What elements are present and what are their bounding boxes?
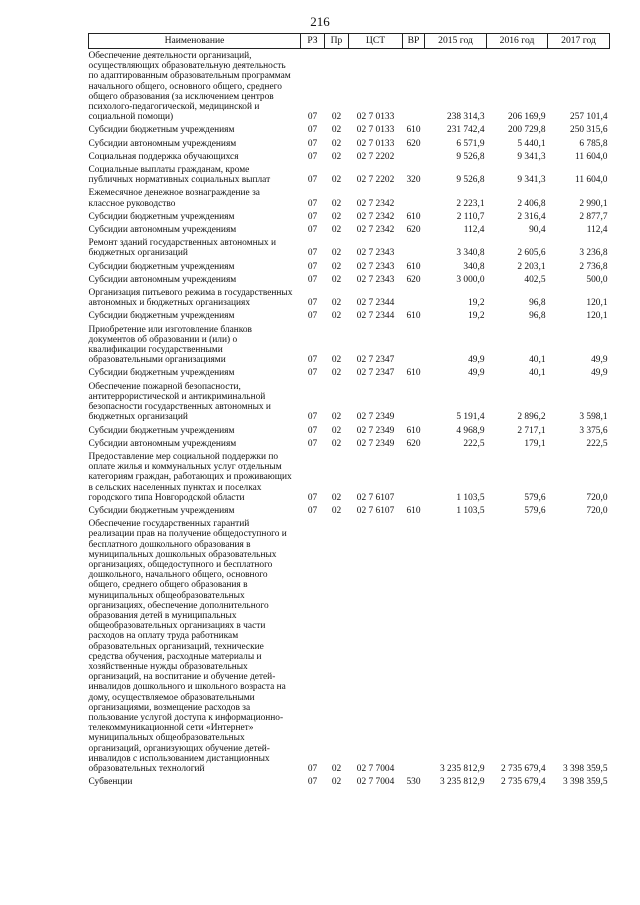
row-rz: 07: [307, 248, 318, 259]
row-2015: 340,8: [463, 261, 485, 272]
row-cst: 02 7 2343: [356, 274, 395, 285]
row-rz: 07: [307, 764, 318, 774]
row-vr: [403, 285, 425, 308]
row-2015: 6 571,9: [456, 138, 485, 149]
row-2016: 402,5: [524, 274, 546, 285]
row-vr: 610: [406, 425, 421, 436]
row-cst: 02 7 7004: [356, 764, 395, 774]
row-2015: 3 235 812,9: [439, 764, 485, 774]
row-2017: 3 236,8: [579, 248, 608, 259]
row-cst: 02 7 2202: [356, 151, 395, 162]
row-2017: 49,9: [591, 355, 608, 366]
row-rz: 07: [307, 777, 318, 788]
row-rz: 07: [307, 138, 318, 149]
row-2016: 96,8: [529, 298, 546, 309]
row-rz: 07: [307, 274, 318, 285]
row-name: Субвенции: [88, 777, 133, 788]
table-row: [89, 365, 610, 378]
row-2015: 112,4: [463, 225, 485, 236]
row-rz: 07: [307, 198, 318, 209]
row-2015: 4 968,9: [456, 425, 485, 436]
row-cst: 02 7 2349: [356, 438, 395, 449]
budget-table: [88, 33, 610, 787]
row-pr: 02: [331, 355, 342, 366]
row-pr: 02: [331, 261, 342, 272]
row-vr: [403, 379, 425, 423]
row-pr: 02: [331, 211, 342, 222]
row-cst: 02 7 2342: [356, 211, 395, 222]
row-vr: 610: [406, 311, 421, 322]
row-cst: 02 7 2344: [356, 311, 395, 322]
header-name: Наименование: [89, 34, 301, 49]
row-vr: 610: [406, 125, 421, 136]
row-vr: 610: [406, 368, 421, 379]
row-2015: 5 191,4: [456, 412, 485, 423]
row-name: Субсидии автономным учреждениям: [88, 274, 237, 285]
row-vr: 620: [406, 438, 421, 449]
row-pr: 02: [331, 225, 342, 236]
row-rz: 07: [307, 438, 318, 449]
header-2015: 2015 год: [425, 34, 487, 49]
row-rz: 07: [307, 125, 318, 136]
row-pr: 02: [331, 138, 342, 149]
table-row: [89, 136, 610, 149]
row-2016: 2 735 679,4: [500, 777, 546, 788]
row-cst: 02 7 2342: [356, 225, 395, 236]
row-2015: 3 000,0: [456, 274, 485, 285]
header-2017: 2017 год: [548, 34, 610, 49]
row-2016: 179,1: [524, 438, 546, 449]
table-row: [89, 49, 610, 123]
row-cst: 02 7 6107: [356, 505, 395, 516]
row-pr: 02: [331, 492, 342, 503]
row-name: Ремонт зданий государственных автономных и бюджетных организаций: [88, 238, 276, 259]
row-2015: 49,9: [468, 355, 485, 366]
row-pr: 02: [331, 151, 342, 162]
row-name: Социальные выплаты гражданам, кроме публичных нормативных социальных выплат: [88, 165, 271, 186]
row-vr: 610: [406, 505, 421, 516]
row-2017: 6 785,8: [579, 138, 608, 149]
row-pr: 02: [331, 764, 342, 774]
row-2015: 231 742,4: [447, 125, 485, 136]
row-2016: 579,6: [524, 505, 546, 516]
row-2016: 2 406,8: [517, 198, 546, 209]
row-2017: 3 398 359,5: [562, 777, 608, 788]
row-2017: 3 598,1: [579, 412, 608, 423]
row-name: Субсидии автономным учреждениям: [88, 438, 237, 449]
row-2015: 9 526,8: [456, 175, 485, 186]
row-rz: 07: [307, 112, 318, 123]
row-vr: 620: [406, 138, 421, 149]
row-pr: 02: [331, 438, 342, 449]
row-2016: 206 169,9: [508, 112, 546, 123]
row-pr: 02: [331, 777, 342, 788]
row-name: Социальная поддержка обучающихся: [88, 151, 239, 162]
row-pr: 02: [331, 125, 342, 136]
table-row: [89, 774, 610, 787]
row-2015: 9 526,8: [456, 151, 485, 162]
row-rz: 07: [307, 211, 318, 222]
row-cst: 02 7 2347: [356, 368, 395, 379]
row-vr: [403, 235, 425, 258]
row-2015: 238 314,3: [447, 112, 485, 123]
row-2016: 90,4: [529, 225, 546, 236]
table-row: [89, 235, 610, 258]
row-name: Обеспечение пожарной безопасности, антитеррористической и антикриминальной безопасности государственных автономных и бюджетных организаций: [88, 381, 271, 423]
row-2017: 2 877,7: [579, 211, 608, 222]
row-2015: 2 223,1: [456, 198, 485, 209]
row-name: Субсидии бюджетным учреждениям: [88, 505, 235, 516]
row-pr: 02: [331, 505, 342, 516]
row-cst: 02 7 2344: [356, 298, 395, 309]
row-2015: 1 103,5: [456, 505, 485, 516]
row-2015: 19,2: [468, 311, 485, 322]
row-2017: 120,1: [586, 311, 608, 322]
table-row: [89, 149, 610, 162]
row-name: Субсидии бюджетным учреждениям: [88, 425, 235, 436]
row-rz: 07: [307, 412, 318, 423]
header-pr: Пр: [325, 34, 349, 49]
row-rz: 07: [307, 151, 318, 162]
row-2016: 2 896,2: [517, 412, 546, 423]
row-name: Субсидии бюджетным учреждениям: [88, 261, 235, 272]
row-pr: 02: [331, 112, 342, 123]
table-row: [89, 272, 610, 285]
table-row: [89, 122, 610, 135]
row-rz: 07: [307, 298, 318, 309]
row-pr: 02: [331, 368, 342, 379]
row-vr: 530: [406, 777, 421, 788]
row-2017: 720,0: [586, 492, 608, 503]
row-cst: 02 7 2343: [356, 261, 395, 272]
row-vr: [403, 516, 425, 774]
row-2015: 222,5: [463, 438, 485, 449]
row-name: Субсидии автономным учреждениям: [88, 225, 237, 236]
row-2016: 40,1: [529, 355, 546, 366]
row-2016: 40,1: [529, 368, 546, 379]
row-cst: 02 7 2202: [356, 175, 395, 186]
row-vr: [403, 185, 425, 208]
header-cst: ЦСТ: [349, 34, 403, 49]
row-name: Субсидии автономным учреждениям: [88, 138, 237, 149]
table-row: [89, 516, 610, 774]
header-vr: ВР: [403, 34, 425, 49]
table-row: [89, 379, 610, 423]
row-cst: 02 7 6107: [356, 492, 395, 503]
row-2016: 2 605,6: [517, 248, 546, 259]
row-2016: 9 341,3: [517, 151, 546, 162]
row-vr: 610: [406, 211, 421, 222]
row-rz: 07: [307, 311, 318, 322]
page-number: 216: [310, 14, 330, 29]
row-2017: 3 398 359,5: [562, 764, 608, 774]
table-row: [89, 209, 610, 222]
row-vr: [403, 49, 425, 123]
row-2017: 11 604,0: [575, 175, 608, 186]
row-2015: 3 235 812,9: [439, 777, 485, 788]
row-vr: 320: [406, 175, 421, 186]
header-rz: РЗ: [301, 34, 325, 49]
table-row: [89, 259, 610, 272]
row-2016: 2 717,1: [517, 425, 546, 436]
row-name: Обеспечение государственных гарантий реализации прав на получение общедоступного и бесплатного дошкольного образования в муниципальных дошкольных образовательных организациях, общедоступного и бесплатного дошкольного, начального общего, основного общего, среднего общего образования в муниципальных общеобразовательных организациях, обеспечение дополнительного образования детей в муниципальных общеобразовательных организациях в части расходов на оплату труда работникам образовательных организаций, технические средства обучения, расходные материалы и хозяйственные нужды образовательных организаций, на воспитание и обучение детей-инвалидов дошкольного и школьного возраста на дому, осуществляемое образовательными организациями, возмещение расходов за пользование услугой доступа к информационно-телекоммуникационной сети «Интернет» муниципальных общеобразовательных организаций, организующих обучение детей-инвалидов с использованием дистанционных образовательных технологий: [88, 519, 287, 774]
table-row: [89, 436, 610, 449]
header-2016: 2016 год: [487, 34, 548, 49]
row-2017: 112,4: [586, 225, 608, 236]
row-vr: [403, 149, 425, 162]
row-2017: 720,0: [586, 505, 608, 516]
row-2015: 2 110,7: [456, 211, 485, 222]
header-row: [89, 34, 610, 49]
row-2016: 5 440,1: [517, 138, 546, 149]
row-2016: 9 341,3: [517, 175, 546, 186]
table-row: [89, 222, 610, 235]
row-rz: 07: [307, 261, 318, 272]
row-cst: 02 7 2347: [356, 355, 395, 366]
row-name: Приобретение или изготовление бланков документов об образовании и (или) о квалификации государственными образовательными организациями: [88, 324, 252, 366]
row-2017: 11 604,0: [575, 151, 608, 162]
row-pr: 02: [331, 175, 342, 186]
row-cst: 02 7 2349: [356, 425, 395, 436]
row-2017: 500,0: [586, 274, 608, 285]
row-name: Ежемесячное денежное вознаграждение за классное руководство: [88, 188, 260, 209]
row-2016: 2 316,4: [517, 211, 546, 222]
row-2016: 2 203,1: [517, 261, 546, 272]
row-pr: 02: [331, 198, 342, 209]
row-name: Субсидии бюджетным учреждениям: [88, 125, 235, 136]
row-rz: 07: [307, 175, 318, 186]
row-2016: 2 735 679,4: [500, 764, 546, 774]
row-rz: 07: [307, 225, 318, 236]
row-cst: 02 7 0133: [356, 112, 395, 123]
table-row: [89, 503, 610, 516]
row-2015: 1 103,5: [456, 492, 485, 503]
table-row: [89, 322, 610, 366]
row-name: Организация питьевого режима в государственных автономных и бюджетных организациях: [88, 288, 293, 309]
row-2017: 120,1: [586, 298, 608, 309]
row-pr: 02: [331, 298, 342, 309]
row-2015: 3 340,8: [456, 248, 485, 259]
row-2017: 3 375,6: [579, 425, 608, 436]
row-vr: 620: [406, 225, 421, 236]
row-2017: 222,5: [586, 438, 608, 449]
row-cst: 02 7 7004: [356, 777, 395, 788]
row-rz: 07: [307, 492, 318, 503]
table-row: [89, 308, 610, 321]
row-cst: 02 7 2342: [356, 198, 395, 209]
row-2016: 96,8: [529, 311, 546, 322]
table-row: [89, 449, 610, 503]
row-pr: 02: [331, 248, 342, 259]
row-2017: 250 315,6: [570, 125, 608, 136]
row-vr: [403, 449, 425, 503]
row-rz: 07: [307, 355, 318, 366]
row-cst: 02 7 0133: [356, 125, 395, 136]
table-row: [89, 185, 610, 208]
row-rz: 07: [307, 425, 318, 436]
row-vr: 620: [406, 274, 421, 285]
row-2017: 49,9: [591, 368, 608, 379]
table-header: [89, 34, 610, 49]
table-body: [89, 49, 610, 788]
row-name: Обеспечение деятельности организаций, осуществляющих образовательную деятельность по адаптированным образовательным программам начального общего, основного общего, среднего общего образования (за исключением центров психолого-педагогической, медицинской и социальной помощи): [88, 51, 291, 123]
row-rz: 07: [307, 505, 318, 516]
row-2017: 2 736,8: [579, 261, 608, 272]
table-row: [89, 423, 610, 436]
row-rz: 07: [307, 368, 318, 379]
table-row: [89, 285, 610, 308]
row-vr: 610: [406, 261, 421, 272]
row-name: Предоставление мер социальной поддержки по оплате жилья и коммунальных услуг отдельным категориям граждан, работающих и проживающих в сельских населенных пунктах и поселках городского типа Новгородской области: [88, 451, 292, 503]
row-cst: 02 7 2349: [356, 412, 395, 423]
row-2016: 579,6: [524, 492, 546, 503]
row-2015: 19,2: [468, 298, 485, 309]
row-name: Субсидии бюджетным учреждениям: [88, 311, 235, 322]
row-cst: 02 7 2343: [356, 248, 395, 259]
row-pr: 02: [331, 425, 342, 436]
row-name: Субсидии бюджетным учреждениям: [88, 211, 235, 222]
row-name: Субсидии бюджетным учреждениям: [88, 368, 235, 379]
row-2016: 200 729,8: [508, 125, 546, 136]
row-pr: 02: [331, 274, 342, 285]
table-row: [89, 162, 610, 185]
row-2017: 257 101,4: [570, 112, 608, 123]
row-cst: 02 7 0133: [356, 138, 395, 149]
row-pr: 02: [331, 412, 342, 423]
row-2017: 2 990,1: [579, 198, 608, 209]
row-2015: 49,9: [468, 368, 485, 379]
row-pr: 02: [331, 311, 342, 322]
row-vr: [403, 322, 425, 366]
